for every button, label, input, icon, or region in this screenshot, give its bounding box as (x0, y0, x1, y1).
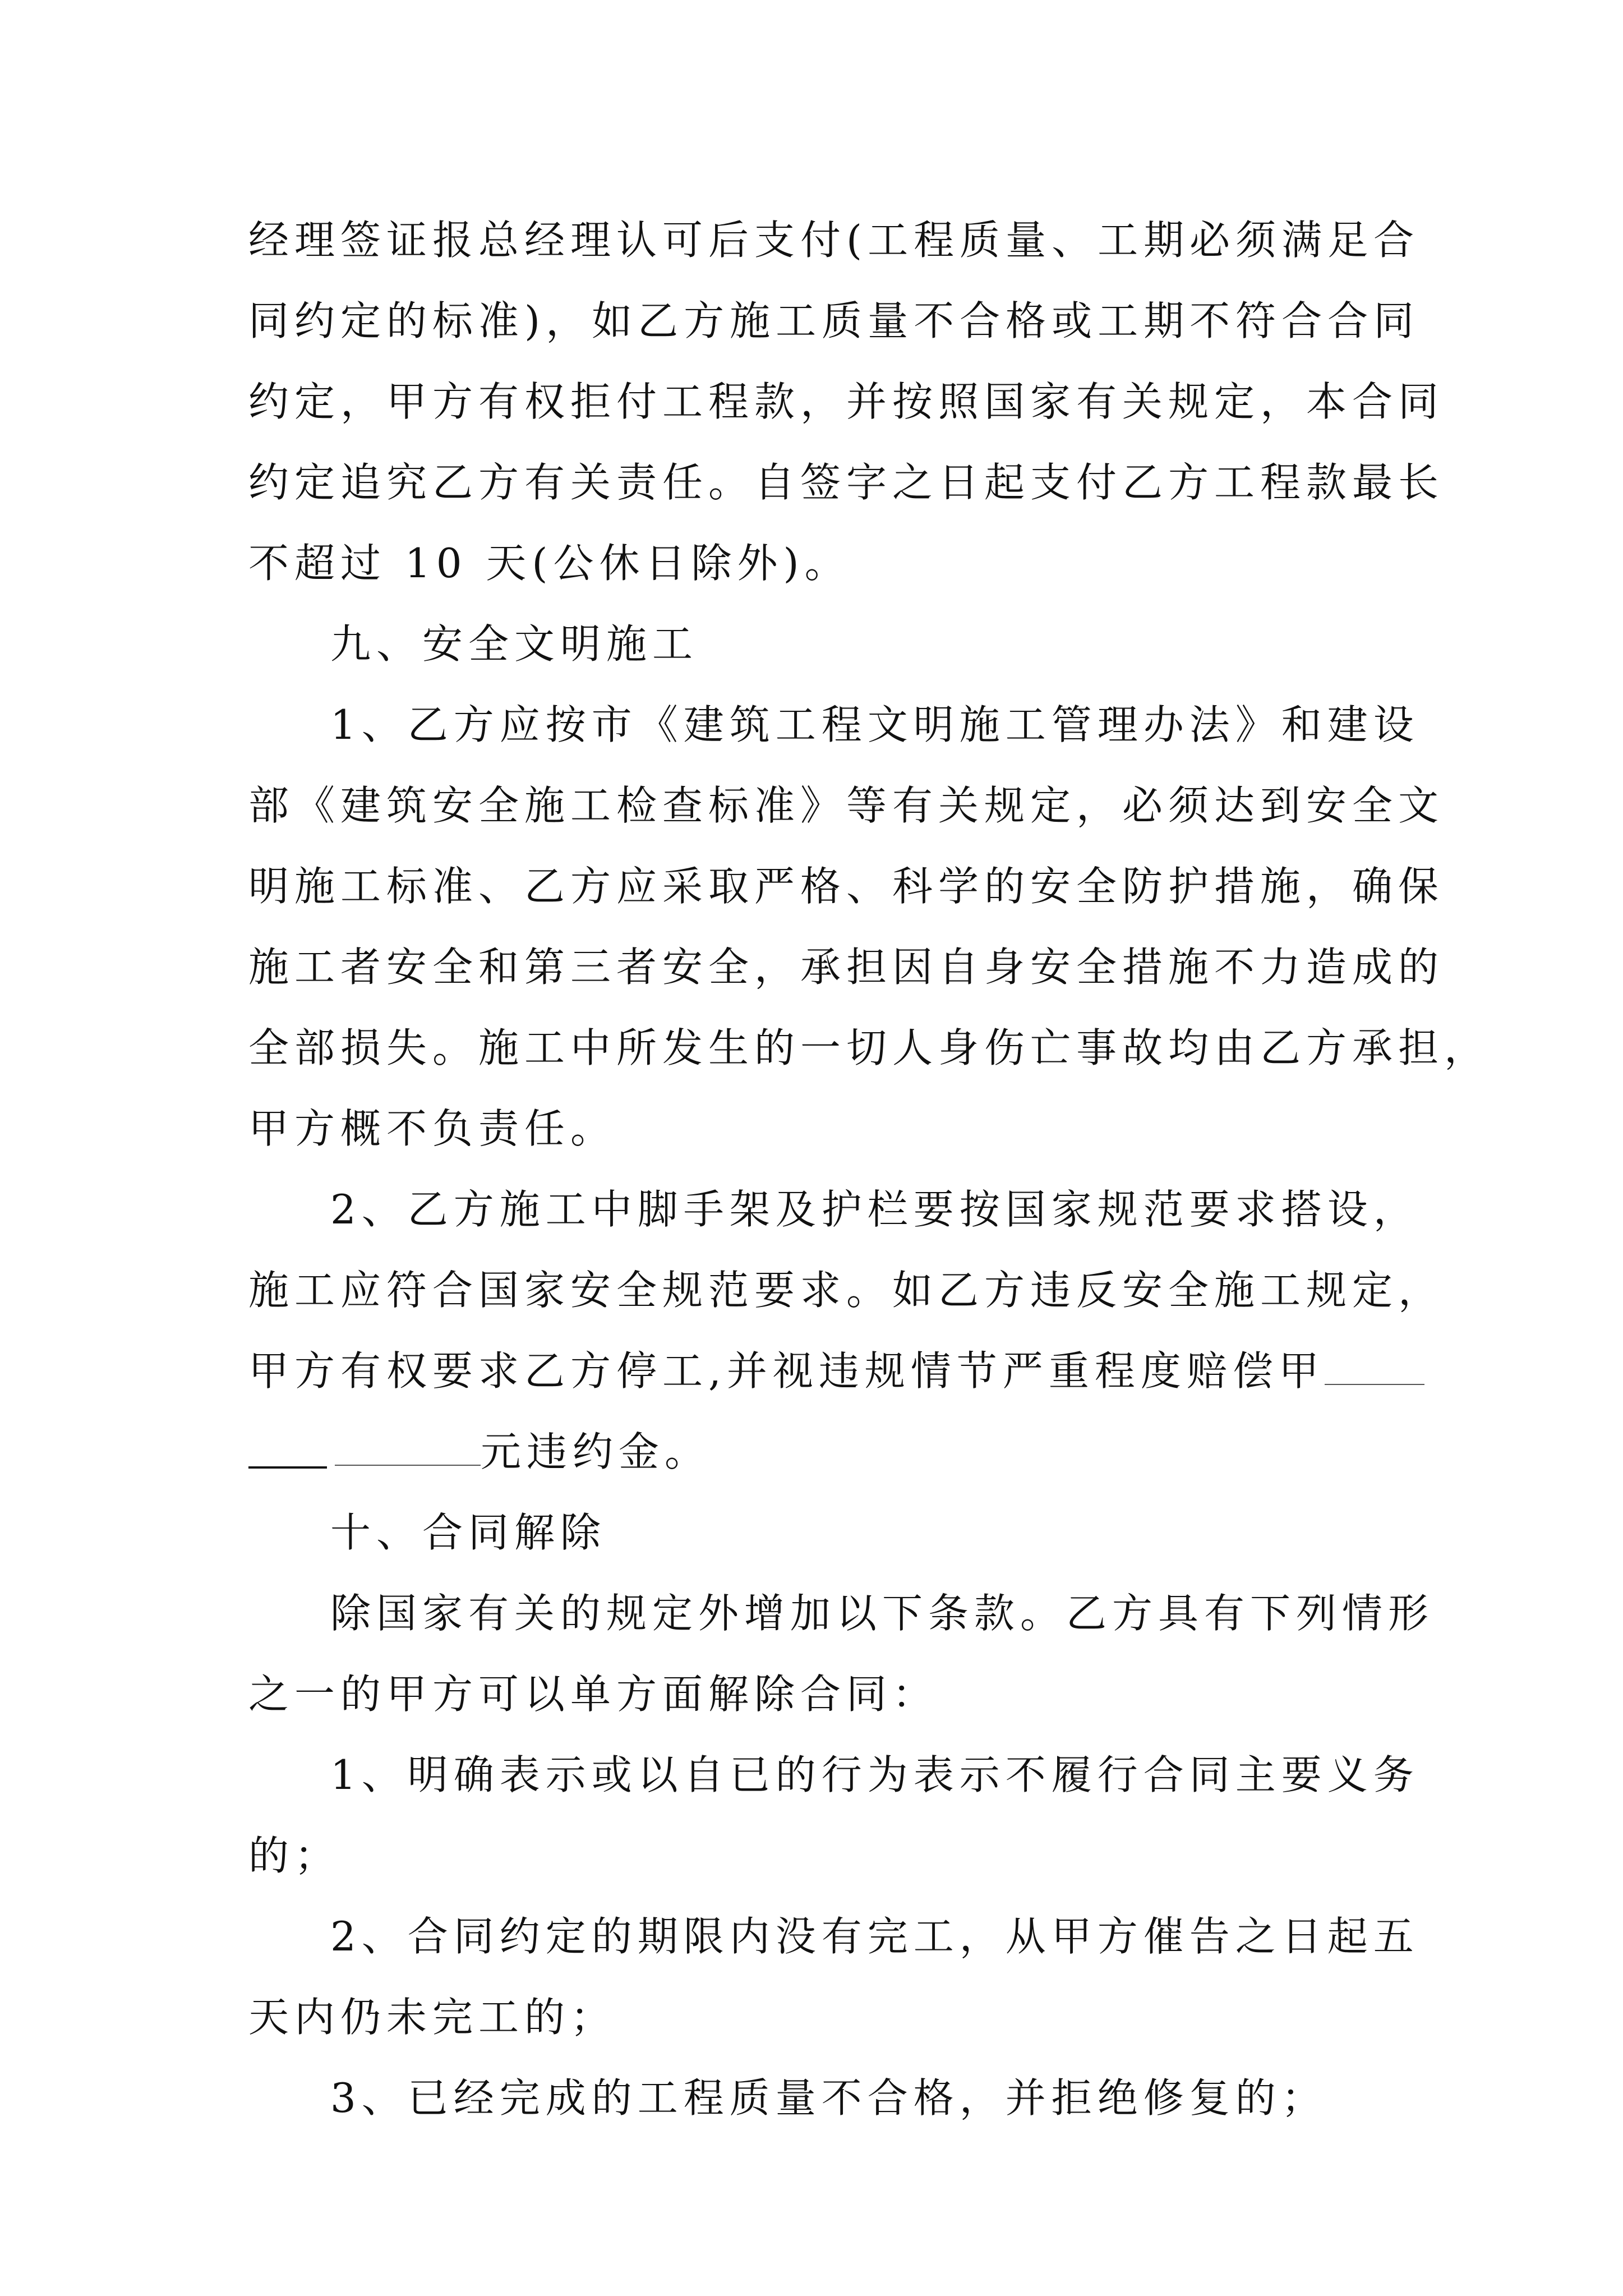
line-text: 施工应符合国家安全规范要求。如乙方违反安全施工规定， (248, 1267, 1445, 1314)
line-text: 除国家有关的规定外增加以下条款。乙方具有下列情形 (330, 1590, 1435, 1637)
line-text: 同约定的标准)，如乙方施工质量不合格或工期不符合合同 (248, 297, 1420, 344)
heading-text: 九、安全文明施工 (330, 620, 699, 668)
fill-in-blank (335, 1420, 481, 1466)
line-text: 甲方概不负责任。 (248, 1105, 617, 1152)
contract-body (248, 200, 1491, 2138)
paragraph-line (248, 684, 1419, 765)
paragraph-line (248, 1007, 1491, 1088)
line-text: 甲方有权要求乙方停工,并视违规情节严重程度赔偿甲 (248, 1347, 1325, 1395)
paragraph-line (248, 1331, 1393, 1411)
paragraph-line (248, 280, 1420, 361)
line-text: 不超过 10 天(公休日除外)。 (248, 540, 851, 587)
line-text: 全部损失。施工中所发生的一切人身伤亡事故均由乙方承担， (248, 1024, 1491, 1071)
paragraph-line (248, 2058, 1393, 2138)
paragraph-line (248, 1734, 1419, 1815)
paragraph-line (248, 1815, 1393, 1896)
paragraph-line (248, 1169, 1419, 1250)
paragraph-line (248, 1088, 1393, 1169)
line-text: 施工者安全和第三者安全，承担因自身安全措施不力造成的 (248, 944, 1445, 991)
fill-in-blank (248, 1442, 327, 1469)
line-text: 2、乙方施工中脚手架及护栏要按国家规范要求搭设， (330, 1186, 1419, 1233)
paragraph-line (248, 523, 1393, 604)
line-text: 3、已经完成的工程质量不合格，并拒绝修复的； (330, 2074, 1327, 2122)
section-heading-10 (248, 1492, 1393, 1573)
line-text: 明施工标准、乙方应采取严格、科学的安全防护措施，确保 (248, 863, 1445, 910)
paragraph-line (248, 442, 1445, 523)
paragraph-line (248, 1896, 1419, 1977)
paragraph-line (248, 846, 1445, 927)
line-text: 1、明确表示或以自已的行为表示不履行合同主要义务 (330, 1751, 1419, 1798)
line-text: 约定，甲方有权拒付工程款，并按照国家有关规定，本合同 (248, 378, 1445, 425)
line-text: 天内仍未完工的； (248, 1994, 617, 2041)
paragraph-line (248, 1654, 1393, 1734)
line-text: 部《建筑安全施工检查标准》等有关规定，必须达到安全文 (248, 782, 1445, 829)
line-text: 1、乙方应按市《建筑工程文明施工管理办法》和建设 (330, 701, 1419, 748)
heading-text: 十、合同解除 (330, 1509, 607, 1556)
paragraph-line (248, 361, 1445, 442)
line-text: 经理签证报总经理认可后支付(工程质量、工期必须满足合 (248, 217, 1420, 264)
line-text: 之一的甲方可以单方面解除合同： (248, 1671, 939, 1718)
line-text: 约定追究乙方有关责任。自签字之日起支付乙方工程款最长 (248, 459, 1445, 506)
paragraph-line (248, 200, 1420, 280)
fill-in-blank (1325, 1339, 1424, 1385)
paragraph-line (248, 1977, 1393, 2058)
line-text: 2、合同约定的期限内没有完工，从甲方催告之日起五 (330, 1913, 1419, 1960)
paragraph-line (248, 1411, 1393, 1492)
line-text: 元违约金。 (481, 1428, 711, 1475)
line-text: 的； (248, 1832, 341, 1879)
paragraph-line (248, 1573, 1435, 1654)
paragraph-line (248, 1250, 1445, 1331)
paragraph-line (248, 765, 1445, 846)
section-heading-9 (248, 604, 1393, 684)
paragraph-line (248, 927, 1445, 1007)
